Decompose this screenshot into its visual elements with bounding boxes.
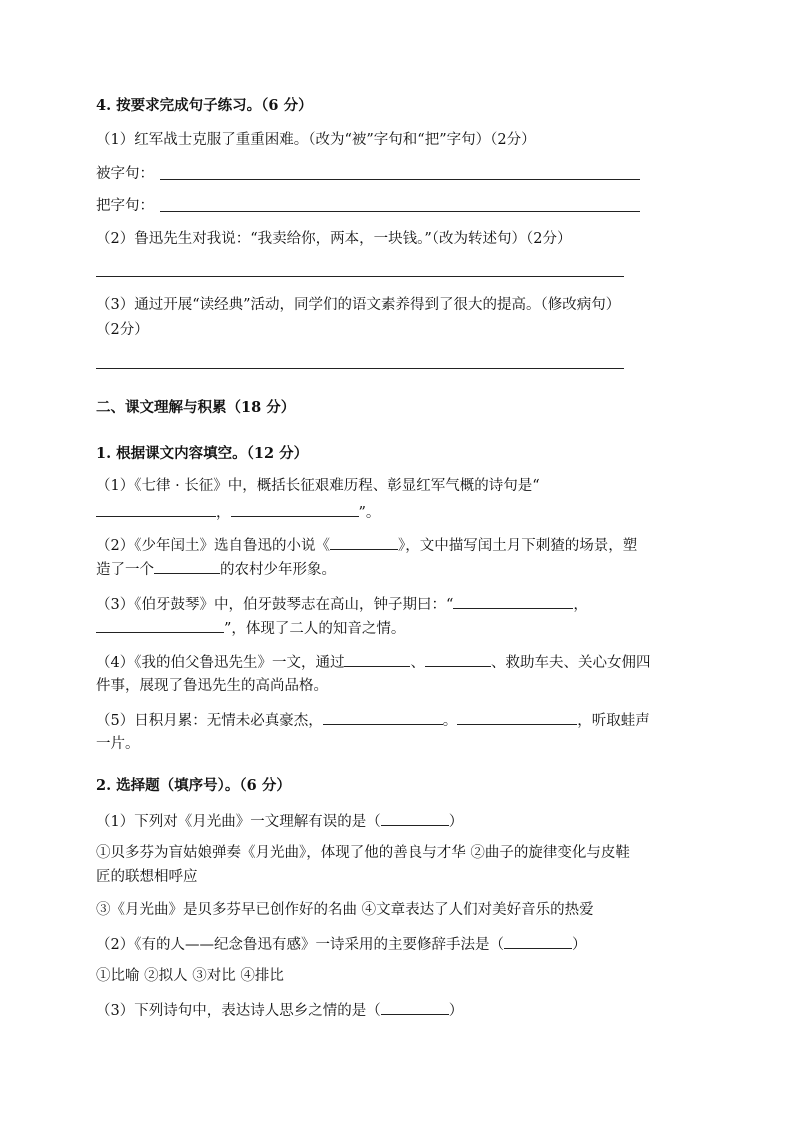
fill-item-1-line-2: ， ”。 xyxy=(96,501,380,523)
fill-item-5-line-2: 一片。 xyxy=(96,736,140,752)
sentence-correction-answer-line[interactable] xyxy=(96,368,624,369)
choice-title: 2. 选择题（填序号）。（6 分） xyxy=(96,777,291,794)
blank[interactable] xyxy=(96,501,216,517)
fill-item-2-line-1: （2）《少年闰土》选自鲁迅的小说《 》，文中描写闰土月下刺猹的场景，塑 xyxy=(96,534,637,556)
q4-item-1: （1）红军战士克服了重重困难。（改为“被”字句和“把”字句）（2分） xyxy=(96,132,536,148)
answer-blank[interactable] xyxy=(504,933,572,949)
choice-item-2: （2）《有的人——纪念鲁迅有感》一诗采用的主要修辞手法是（ ） xyxy=(96,933,586,955)
blank[interactable] xyxy=(96,617,224,633)
fill-item-1-line-1: （1）《七律 · 长征》中，概括长征艰难历程、彰显红军气概的诗句是“ xyxy=(96,478,540,494)
choice-item-3: （3）下列诗句中，表达诗人思乡之情的是（ ） xyxy=(96,999,463,1021)
q4-item-3-score: （2分） xyxy=(96,322,149,338)
fill-item-4-line-1: （4）《我的伯父鲁迅先生》一文，通过 、 、救助车夫、关心女佣四 xyxy=(96,651,650,673)
blank[interactable] xyxy=(231,501,359,517)
bei-sentence-label: 被字句： xyxy=(96,166,154,182)
q4-item-3: （3）通过开展“读经典”活动，同学们的语文素养得到了很大的提高。（修改病句） xyxy=(96,297,621,313)
q4-item-2: （2）鲁迅先生对我说：“我卖给你，两本，一块钱。”（改为转述句）（2分） xyxy=(96,231,572,247)
q4-title: 4. 按要求完成句子练习。（6 分） xyxy=(96,97,313,114)
blank[interactable] xyxy=(154,558,220,574)
choice-item-1-options-b: 匠的联想相呼应 xyxy=(96,869,198,885)
ba-sentence-answer-line[interactable] xyxy=(160,211,640,212)
choice-item-1: （1）下列对《月光曲》一文理解有误的是（ ） xyxy=(96,810,463,832)
answer-blank[interactable] xyxy=(381,810,449,826)
blank[interactable] xyxy=(457,709,577,725)
fill-item-5-line-1: （5）日积月累：无情未必真豪杰， 。 ，听取蛙声 xyxy=(96,709,650,731)
fill-item-3-line-2: ”，体现了二人的知音之情。 xyxy=(96,617,405,639)
ba-sentence-label: 把字句： xyxy=(96,198,154,214)
choice-item-1-options-a: ①贝多芬为盲姑娘弹奏《月光曲》，体现了他的善良与才华 ②曲子的旋律变化与皮鞋 xyxy=(96,845,630,861)
indirect-speech-answer-line[interactable] xyxy=(96,276,624,277)
blank[interactable] xyxy=(425,651,491,667)
blank[interactable] xyxy=(323,709,443,725)
fill-in-title: 1. 根据课文内容填空。（12 分） xyxy=(96,445,309,462)
answer-blank[interactable] xyxy=(381,999,449,1015)
bei-sentence-answer-line[interactable] xyxy=(160,179,640,180)
choice-item-2-options: ①比喻 ②拟人 ③对比 ④排比 xyxy=(96,968,284,984)
blank[interactable] xyxy=(344,651,410,667)
fill-item-2-line-2: 造了一个 的农村少年形象。 xyxy=(96,558,336,580)
blank[interactable] xyxy=(453,593,573,609)
blank[interactable] xyxy=(330,534,398,550)
fill-item-3-line-1: （3）《伯牙鼓琴》中，伯牙鼓琴志在高山，钟子期曰：“ ， xyxy=(96,593,588,615)
choice-item-1-options-c: ③《月光曲》是贝多芬早已创作好的名曲 ④文章表达了人们对美好音乐的热爱 xyxy=(96,902,594,918)
section-2-title: 二、课文理解与积累（18 分） xyxy=(96,399,296,416)
fill-item-4-line-2: 件事，展现了鲁迅先生的高尚品格。 xyxy=(96,678,328,694)
